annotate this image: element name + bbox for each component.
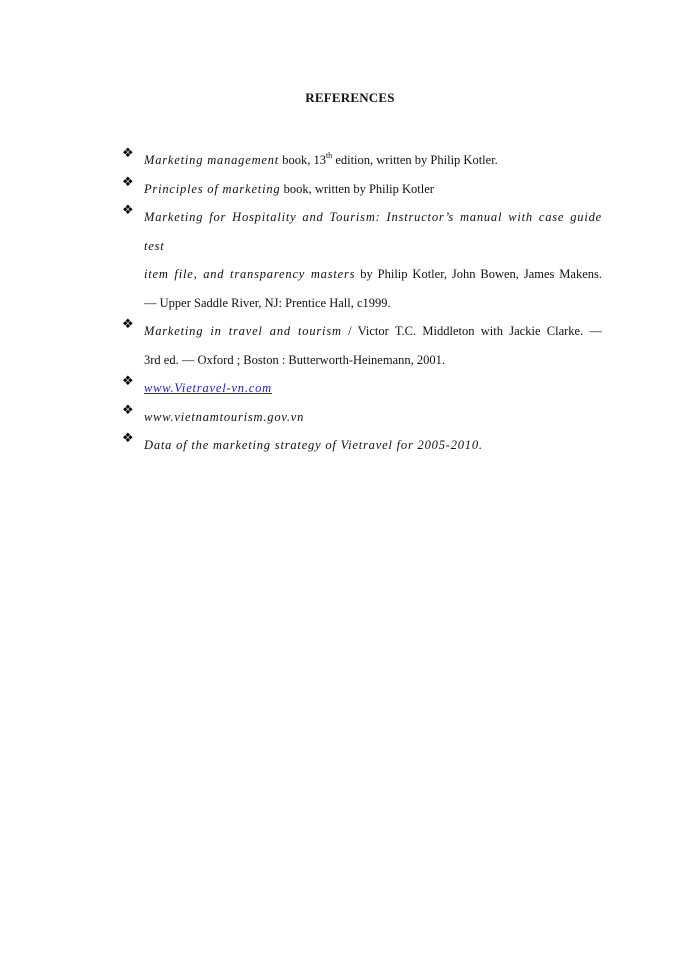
reference-item [122, 374, 602, 403]
reference-item [122, 403, 602, 432]
reference-line [144, 146, 602, 175]
superscript: th [325, 150, 333, 160]
diamond-dots-icon: ❖ [122, 317, 134, 332]
reference-line [144, 403, 602, 432]
reference-title: Data of the marketing strategy of Vietravel for 2005-2010. [144, 438, 483, 452]
reference-line [144, 317, 602, 346]
page-title: REFERENCES [305, 90, 395, 105]
reference-title: Principles of marketing [144, 181, 281, 196]
reference-item [122, 146, 602, 175]
diamond-dots-icon: ❖ [122, 203, 134, 218]
vietravel-link[interactable]: www.Vietravel-vn.com [144, 381, 273, 395]
reference-line [144, 431, 602, 460]
reference-item [122, 317, 602, 374]
diamond-dots-icon: ❖ [122, 174, 134, 190]
reference-text: by Philip Kotler, John Bowen, James Makens. [355, 267, 602, 281]
reference-title: item file, and transparency masters [144, 267, 356, 281]
reference-line: 3rd ed. — Oxford ; Boston : Butterworth-Heinemann, 2001. [144, 352, 445, 367]
diamond-dots-icon: ❖ [122, 146, 134, 161]
reference-title: Marketing in travel and tourism [144, 324, 342, 338]
reference-line [144, 175, 602, 204]
reference-text: / Victor T.C. Middleton with Jackie Clarke. — [341, 324, 603, 338]
diamond-dots-icon: ❖ [122, 374, 134, 389]
reference-text: edition, written by Philip Kotler. [332, 153, 498, 167]
reference-title: Marketing management [144, 153, 280, 167]
reference-line [144, 374, 602, 403]
reference-line: — Upper Saddle River, NJ: Prentice Hall, c1999. [144, 295, 391, 310]
reference-title: Marketing for Hospitality and Tourism: Instructor’s manual with case guide test [144, 210, 602, 253]
reference-line [144, 203, 602, 260]
reference-title: www.vietnamtourism.gov.vn [144, 409, 305, 424]
reference-list [122, 146, 602, 460]
reference-item [122, 175, 602, 204]
diamond-dots-icon: ❖ [122, 402, 134, 418]
reference-line [144, 260, 602, 289]
reference-text: book, 13 [279, 153, 326, 167]
reference-text: book, written by Philip Kotler [280, 181, 434, 196]
reference-item [122, 431, 602, 460]
diamond-dots-icon: ❖ [122, 431, 134, 446]
reference-item [122, 203, 602, 317]
